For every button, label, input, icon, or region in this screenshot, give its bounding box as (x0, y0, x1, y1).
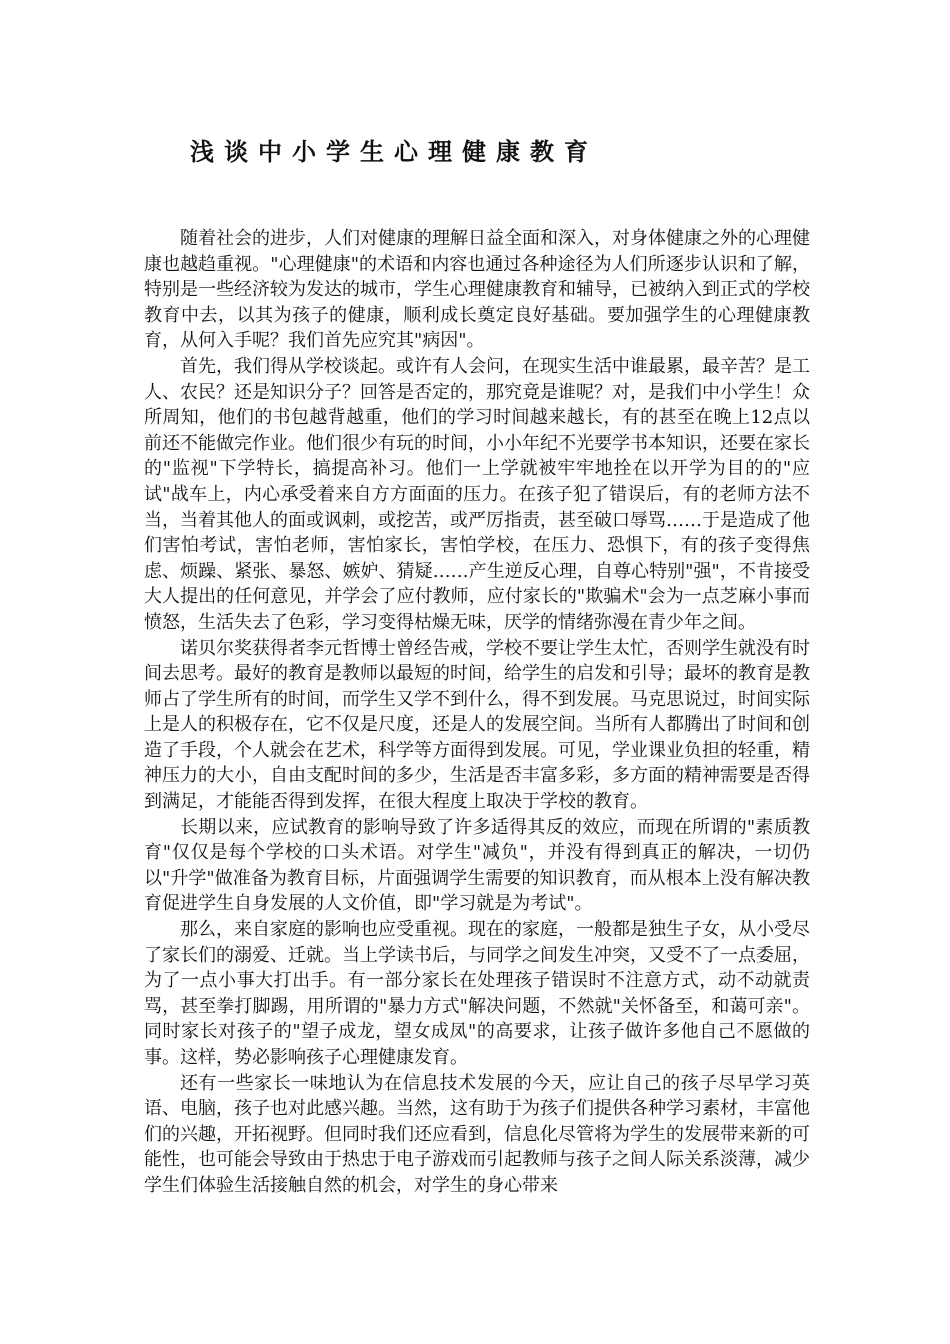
paragraph-1: 随着社会的进步，人们对健康的理解日益全面和深入，对身体健康之外的心理健康也越趋重视。"心理健康"的术语和内容也通过各种途径为人们所逐步认识和了解，特别是一些经济较为发达的城市，学生心理健康教育和辅导，已被纳入到正式的学校教育中去，以其为孩子的健康，顺利成长奠定良好基础。要加强学生的心理健康教育，从何入手呢？我们首先应究其"病因"。 (144, 228, 810, 352)
paragraph-4: 长期以来，应试教育的影响导致了许多适得其反的效应，而现在所谓的"素质教育"仅仅是每个学校的口头术语。对学生"减负"，并没有得到真正的解决，一切仍以"升学"做准备为教育目标，片面强调学生需要的知识教育，而从根本上没有解决教育促进学生自身发展的人文价值，即"学习就是为考试"。 (144, 816, 810, 915)
paragraph-3: 诺贝尔奖获得者李元哲博士曾经告戒，学校不要让学生太忙，否则学生就没有时间去思考。最好的教育是教师以最短的时间，给学生的启发和引导；最坏的教育是教师占了学生所有的时间，而学生又学不到什么，得不到发展。马克思说过，时间实际上是人的积极存在，它不仅是尺度，还是人的发展空间。当所有人都腾出了时间和创造了手段，个人就会在艺术，科学等方面得到发展。可见，学业课业负担的轻重，精神压力的大小，自由支配时间的多少，生活是否丰富多彩，多方面的精神需要是否得到满足，才能能否得到发挥，在很大程度上取决于学校的教育。 (144, 637, 810, 813)
paragraph-6: 还有一些家长一味地认为在信息技术发展的今天，应让自己的孩子尽早学习英语、电脑，孩子也对此感兴趣。当然，这有助于为孩子们提供各种学习素材，丰富他们的兴趣，开拓视野。但同时我们还应看到，信息化尽管将为学生的发展带来新的可能性，也可能会导致由于热忠于电子游戏而引起教师与孩子之间人际关系淡薄，减少学生们体验生活接触自然的机会，对学生的身心带来 (144, 1072, 810, 1196)
document-body (144, 226, 810, 1199)
paragraph-2: 首先，我们得从学校谈起。或许有人会问，在现实生活中谁最累，最辛苦？是工人、农民？还是知识分子？回答是否定的，那究竟是谁呢？对，是我们中小学生！众所周知，他们的书包越背越重，他们的学习时间越来越长，有的甚至在晚上12点以前还不能做完作业。他们很少有玩的时间，小小年纪不光要学书本知识，还要在家长的"监视"下学特长，搞提高补习。他们一上学就被牢牢地拴在以开学为目的的"应试"战车上，内心承受着来自方方面面的压力。在孩子犯了错误后，有的老师方法不当，当着其他人的面或讽刺，或挖苦，或严厉指责，甚至破口辱骂……于是造成了他们害怕考试，害怕老师，害怕家长，害怕学校，在压力、恐惧下，有的孩子变得焦虑、烦躁、紧张、暴怒、嫉妒、猜疑……产生逆反心理，自尊心特别"强"，不肯接受大人提出的任何意见，并学会了应付教师，应付家长的"欺骗术"会为一点芝麻小事而愤怒，生活失去了色彩，学习变得枯燥无味，厌学的情绪弥漫在青少年之间。 (144, 355, 810, 633)
document-title: 浅谈中小学生心理健康教育 (190, 138, 598, 166)
paragraph-5: 那么，来自家庭的影响也应受重视。现在的家庭，一般都是独生子女，从小受尽了家长们的溺爱、迁就。当上学读书后，与同学之间发生冲突，又受不了一点委屈，为了一点小事大打出手。有一部分家长在处理孩子错误时不注意方式，动不动就责骂，甚至拳打脚踢，用所谓的"暴力方式"解决问题，不然就"关怀备至，和蔼可亲"。同时家长对孩子的"望子成龙，望女成凤"的高要求，让孩子做许多他自己不愿做的事。这样，势必影响孩子心理健康发育。 (144, 919, 810, 1068)
